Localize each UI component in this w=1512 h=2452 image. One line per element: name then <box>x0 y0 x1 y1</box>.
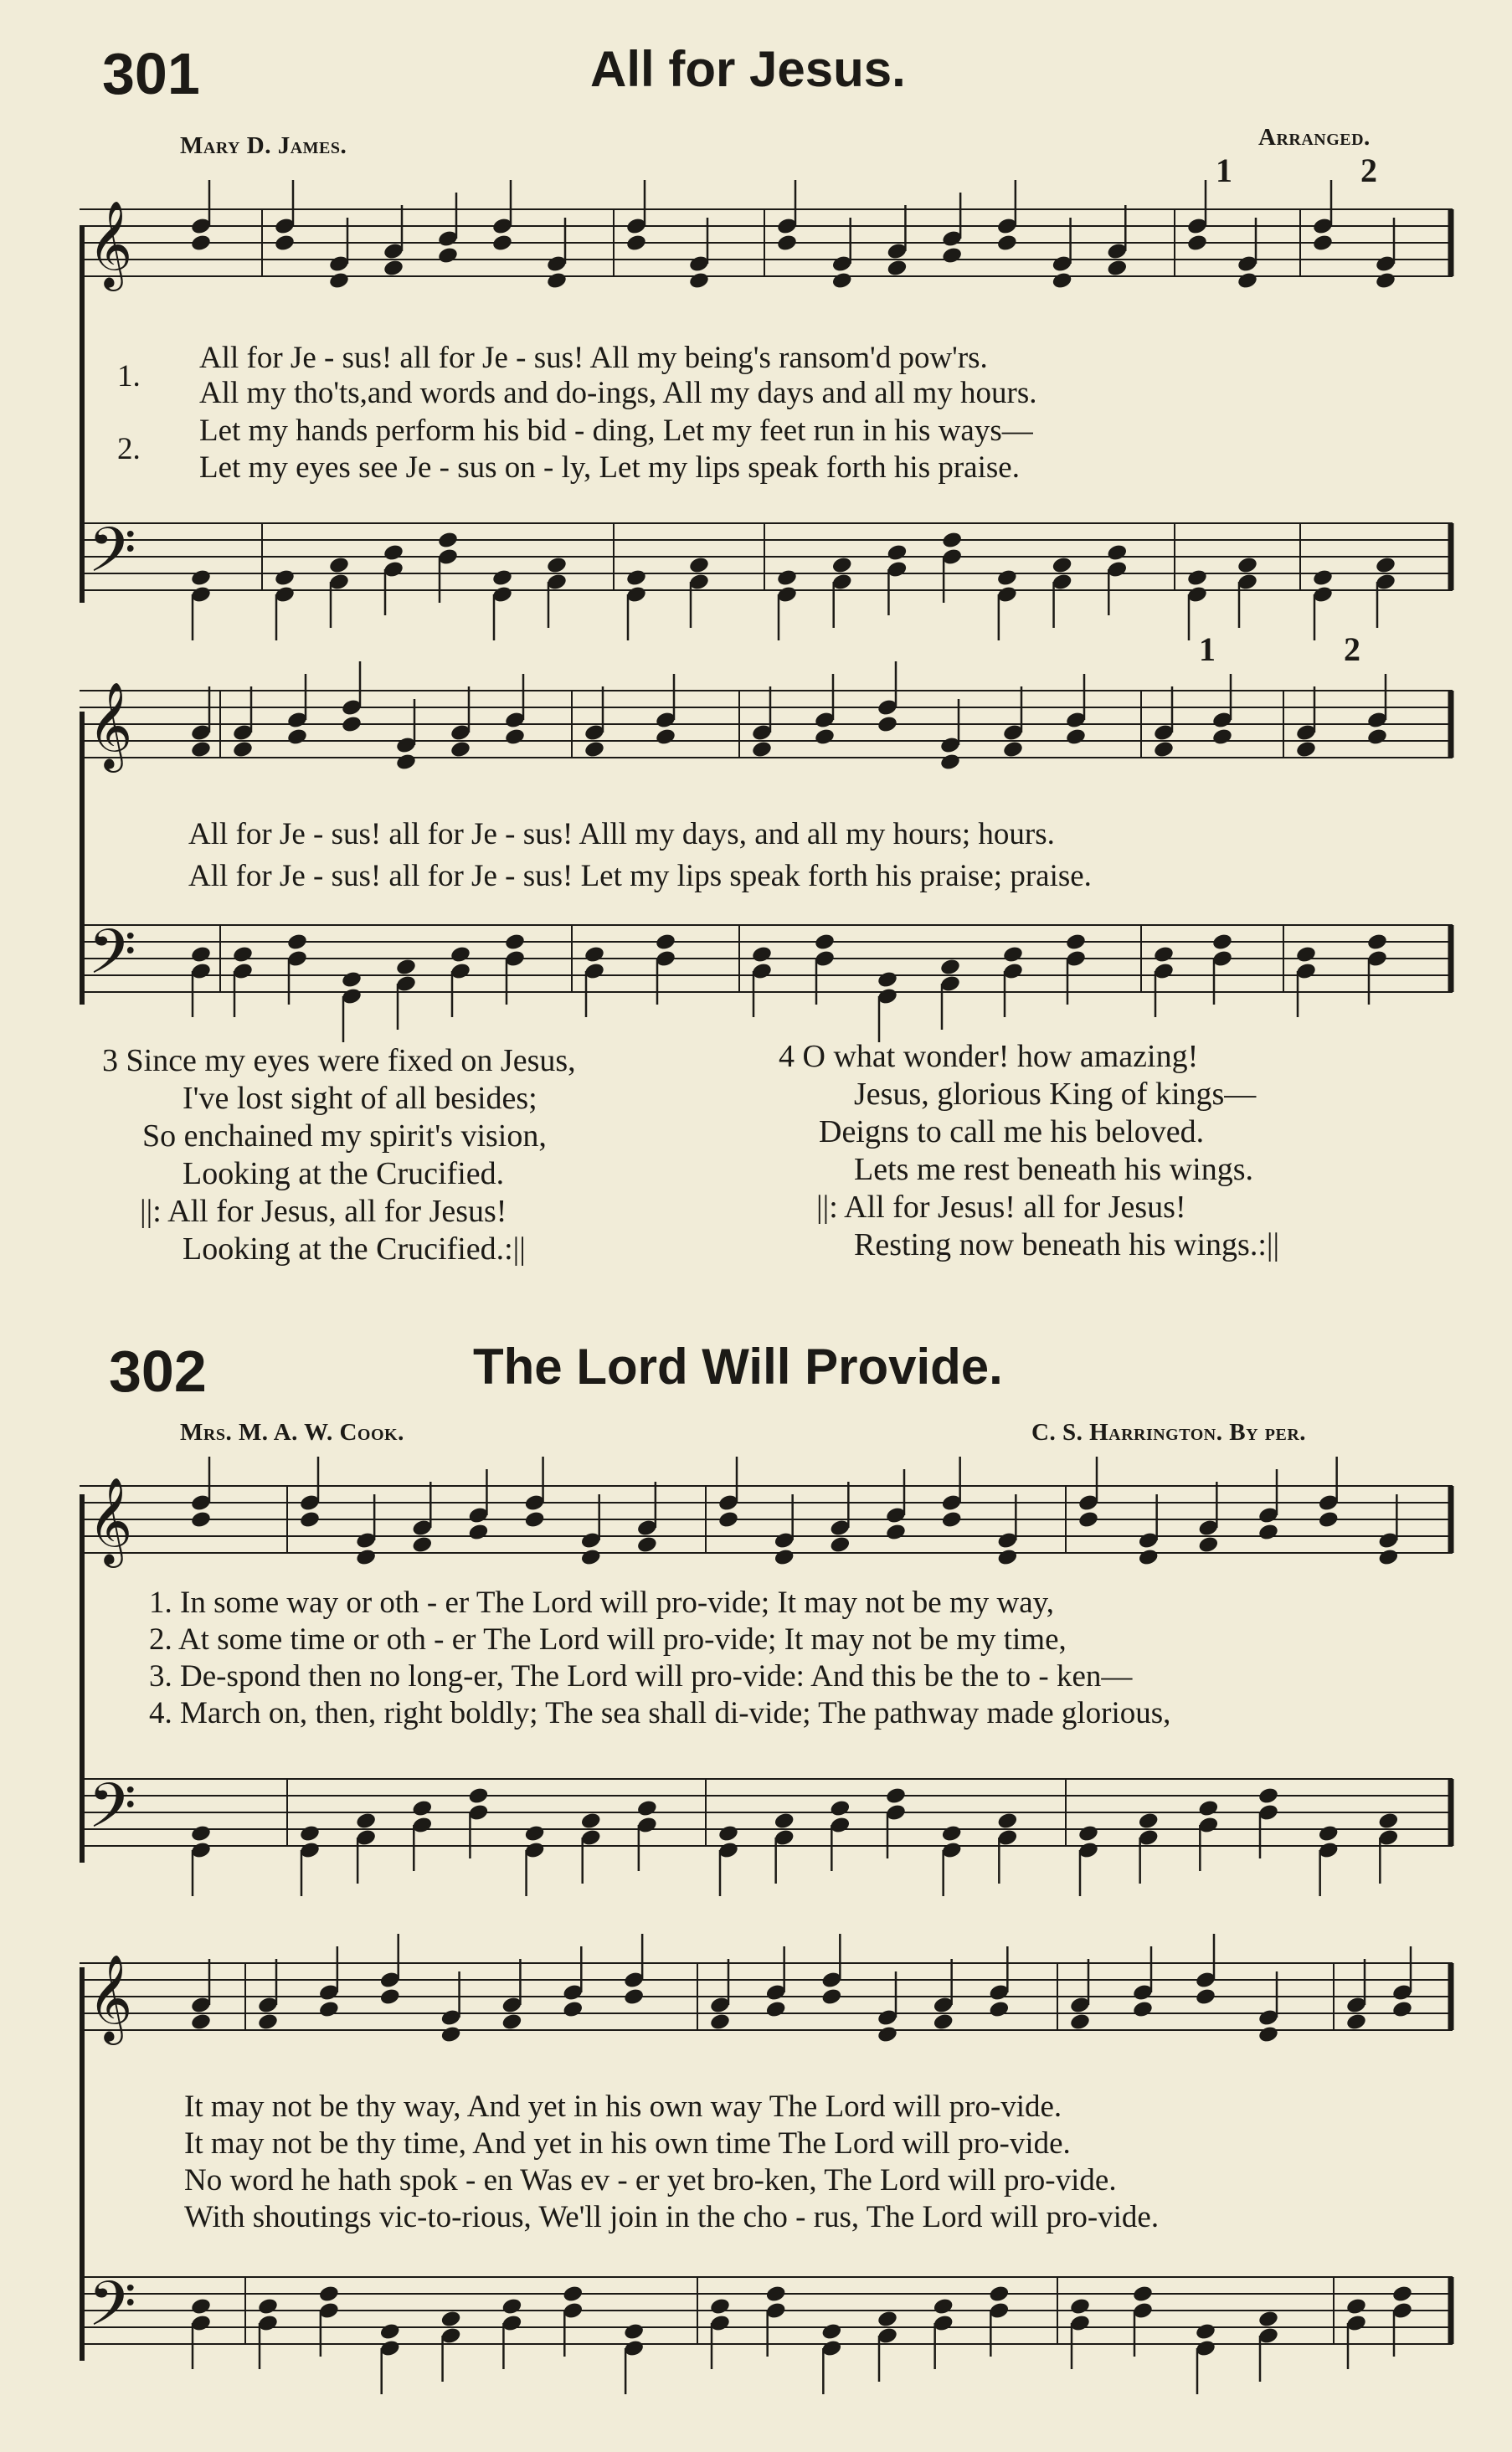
note-head <box>814 933 836 952</box>
note-head <box>877 715 898 734</box>
note-head <box>1257 1786 1279 1806</box>
note-head <box>580 1548 602 1567</box>
hymn-302-system-2-treble-staff <box>80 1955 1453 2064</box>
note-head <box>1002 740 1024 759</box>
note-head <box>655 933 676 952</box>
note-head <box>1211 933 1233 952</box>
lyric-line: It may not be thy way, And yet in his own way The Lord will pro-vide. <box>184 2090 1062 2124</box>
note-head <box>636 1799 658 1818</box>
system-brace <box>80 226 85 603</box>
note-head <box>190 1510 212 1529</box>
note-head <box>584 945 605 964</box>
note-head <box>1197 1799 1219 1818</box>
note-head <box>655 727 676 747</box>
note-head <box>546 271 568 290</box>
hymn-301-system-1-bass-staff <box>80 515 1453 624</box>
note-head <box>467 1523 489 1542</box>
note-head <box>941 1824 963 1843</box>
note-head <box>1197 1535 1219 1555</box>
note-head <box>1257 2025 1279 2044</box>
note-head <box>688 556 710 575</box>
note-head <box>491 234 513 253</box>
note-head <box>1186 234 1208 253</box>
note-head <box>286 727 308 747</box>
lyric-line: 3. De-spond then no long-er, The Lord will pro-vide: And this be the to - ken— <box>149 1659 1133 1694</box>
lyric-line: Let my eyes see Je - sus on - ly, Let my lips speak forth his praise. <box>199 450 1020 485</box>
note-head <box>383 543 404 563</box>
note-head <box>1051 271 1072 290</box>
note-head <box>1077 1510 1099 1529</box>
lyric-line: No word he hath spok - en Was ev - er yet bro-ken, The Lord will pro-vide. <box>184 2163 1117 2198</box>
note-head <box>546 556 568 575</box>
note-head <box>933 2012 954 2032</box>
note-head <box>437 531 459 550</box>
clef-icon: 𝄞 <box>88 200 133 288</box>
lyric-line: All for Je - sus! all for Je - sus! Let my lips speak forth his praise; praise. <box>188 859 1092 893</box>
note-head <box>1186 568 1208 588</box>
stanza-4 <box>779 1038 1279 1264</box>
note-head <box>1132 2000 1154 2019</box>
note-head <box>709 2297 731 2316</box>
note-head <box>885 1786 907 1806</box>
stanza-line: ||: All for Jesus! all for Jesus! <box>816 1190 1186 1225</box>
note-head <box>450 945 471 964</box>
note-head <box>341 715 363 734</box>
hymn-301-author: Mary D. James. <box>180 132 347 159</box>
lyric-line: 1. In some way or oth - er The Lord will pro-vide; It may not be my way, <box>149 1586 1054 1620</box>
note-head <box>1375 556 1396 575</box>
note-head <box>829 1799 851 1818</box>
note-head <box>318 2000 340 2019</box>
note-head <box>437 246 459 265</box>
note-head <box>504 933 526 952</box>
first-ending-mark: 1 <box>1216 152 1232 189</box>
note-head <box>751 740 773 759</box>
clef-icon: 𝄞 <box>88 681 133 769</box>
note-head <box>355 1548 377 1567</box>
note-head <box>1391 2285 1413 2304</box>
note-head <box>411 1535 433 1555</box>
note-head <box>584 740 605 759</box>
note-head <box>885 1523 907 1542</box>
clef-icon: 𝄞 <box>88 1477 133 1565</box>
note-head <box>274 234 296 253</box>
note-head <box>877 2310 898 2329</box>
note-head <box>776 234 798 253</box>
hymn-301-number: 301 <box>102 41 200 106</box>
lyric-line: All for Je - sus! all for Je - sus! All my being's ransom'd pow'rs. <box>199 341 988 375</box>
stanza-line: Resting now beneath his wings.:|| <box>854 1227 1280 1262</box>
lyric-line: All for Je - sus! all for Je - sus! Alll my days, and all my hours; hours. <box>188 817 1055 851</box>
note-head <box>765 2285 787 2304</box>
system-brace <box>80 712 85 1005</box>
note-head <box>1237 556 1258 575</box>
note-head <box>1366 727 1388 747</box>
lyric-line: 4. March on, then, right boldly; The sea shall di-vide; The pathway made glorious, <box>149 1696 1171 1730</box>
note-head <box>257 2012 279 2032</box>
note-head <box>625 568 647 588</box>
system-brace <box>80 1967 85 2361</box>
hymn-301-system-1-treble-staff <box>80 201 1453 310</box>
note-head <box>257 2297 279 2316</box>
note-head <box>274 568 296 588</box>
note-head <box>623 1987 645 2007</box>
note-head <box>933 2297 954 2316</box>
note-head <box>523 1824 545 1843</box>
stanza-line: Looking at the Crucified.:|| <box>183 1231 526 1267</box>
hymn-301-system-2-treble-staff <box>80 682 1453 791</box>
note-head <box>562 2000 584 2019</box>
note-head <box>1069 2297 1091 2316</box>
note-head <box>996 568 1018 588</box>
note-head <box>1106 543 1128 563</box>
note-head <box>709 2012 731 2032</box>
note-head <box>1211 727 1233 747</box>
note-head <box>774 1548 795 1567</box>
note-head <box>1077 1824 1099 1843</box>
note-head <box>1312 234 1334 253</box>
stanza-3 <box>102 1042 576 1268</box>
note-head <box>996 234 1018 253</box>
note-head <box>988 2000 1010 2019</box>
note-head <box>523 1510 545 1529</box>
note-head <box>1345 2297 1367 2316</box>
note-head <box>440 2025 461 2044</box>
note-head <box>1195 1987 1216 2007</box>
note-head <box>1002 945 1024 964</box>
first-ending-mark: 1 <box>1199 630 1216 668</box>
note-head <box>1257 1523 1279 1542</box>
note-head <box>941 246 963 265</box>
clef-icon: 𝄢 <box>88 916 136 1004</box>
note-head <box>1051 556 1072 575</box>
stanza-line: ||: All for Jesus, all for Jesus! <box>140 1194 507 1229</box>
stanza-line: 3 Since my eyes were fixed on Jesus, <box>102 1043 576 1078</box>
note-head <box>491 568 513 588</box>
stanza-line: I've lost sight of all besides; <box>183 1081 537 1116</box>
note-head <box>562 2285 584 2304</box>
note-head <box>1138 1548 1160 1567</box>
hymn-302-system-1-bass-staff <box>80 1771 1453 1879</box>
lyric-line: All my tho'ts,and words and do-ings, All my days and all my hours. <box>199 376 1037 410</box>
note-head <box>831 271 853 290</box>
note-head <box>328 556 350 575</box>
hymn-301-system-2-bass-staff <box>80 917 1453 1026</box>
note-head <box>411 1799 433 1818</box>
note-head <box>501 2012 522 2032</box>
note-head <box>190 1824 212 1843</box>
note-head <box>1237 271 1258 290</box>
note-head <box>636 1535 658 1555</box>
note-head <box>988 2285 1010 2304</box>
note-head <box>941 1510 963 1529</box>
note-head <box>1295 740 1317 759</box>
note-head <box>820 1987 842 2007</box>
hymn-301-title: All for Jesus. <box>590 41 906 97</box>
note-head <box>232 740 254 759</box>
note-head <box>190 568 212 588</box>
note-head <box>299 1510 321 1529</box>
note-head <box>1132 2285 1154 2304</box>
note-head <box>1069 2012 1091 2032</box>
note-head <box>355 1812 377 1831</box>
lyric-line: With shoutings vic-to-rious, We'll join in the cho - rus, The Lord will pro-vide. <box>184 2200 1160 2234</box>
note-head <box>341 970 363 990</box>
note-head <box>440 2310 461 2329</box>
note-head <box>941 531 963 550</box>
stanza-line: Deigns to call me his beloved. <box>819 1114 1205 1149</box>
stanza-line: Lets me rest beneath his wings. <box>854 1152 1254 1187</box>
note-head <box>395 958 417 977</box>
note-head <box>717 1510 739 1529</box>
note-head <box>1391 2000 1413 2019</box>
clef-icon: 𝄢 <box>88 514 136 602</box>
note-head <box>1318 1824 1340 1843</box>
note-head <box>1106 259 1128 278</box>
lyric-line: 2. At some time or oth - er The Lord will pro-vide; It may not be my time, <box>149 1622 1067 1657</box>
note-head <box>1153 740 1175 759</box>
note-head <box>504 727 526 747</box>
note-head <box>190 234 212 253</box>
stanza-line: So enchained my spirit's vision, <box>142 1118 547 1154</box>
note-head <box>886 259 908 278</box>
note-head <box>829 1535 851 1555</box>
second-ending-mark: 2 <box>1344 630 1360 668</box>
note-head <box>877 970 898 990</box>
note-head <box>232 945 254 964</box>
note-head <box>190 945 212 964</box>
stanza-line: Looking at the Crucified. <box>183 1156 505 1191</box>
clef-icon: 𝄞 <box>88 1954 133 2042</box>
verse-number-1: 1. <box>117 359 141 393</box>
note-head <box>1377 1812 1399 1831</box>
note-head <box>1195 2322 1216 2341</box>
note-head <box>996 1548 1018 1567</box>
note-head <box>1366 933 1388 952</box>
note-head <box>1318 1510 1340 1529</box>
hymn-302-number: 302 <box>109 1339 207 1404</box>
note-head <box>939 958 961 977</box>
note-head <box>886 543 908 563</box>
note-head <box>765 2000 787 2019</box>
note-head <box>1377 1548 1399 1567</box>
note-head <box>299 1824 321 1843</box>
note-head <box>1295 945 1317 964</box>
note-head <box>774 1812 795 1831</box>
note-head <box>395 753 417 772</box>
note-head <box>580 1812 602 1831</box>
note-head <box>776 568 798 588</box>
note-head <box>688 271 710 290</box>
note-head <box>190 740 212 759</box>
note-head <box>820 2322 842 2341</box>
note-head <box>1345 2012 1367 2032</box>
note-head <box>190 2012 212 2032</box>
second-ending-mark: 2 <box>1360 152 1377 189</box>
note-head <box>1375 271 1396 290</box>
note-head <box>450 740 471 759</box>
note-head <box>996 1812 1018 1831</box>
hymn-301-arranger: Arranged. <box>1258 124 1371 151</box>
lyric-line: Let my hands perform his bid - ding, Let my feet run in his ways— <box>199 414 1033 448</box>
note-head <box>501 2297 522 2316</box>
note-head <box>190 2297 212 2316</box>
note-head <box>623 2322 645 2341</box>
note-head <box>379 1987 401 2007</box>
note-head <box>1065 933 1087 952</box>
clef-icon: 𝄢 <box>88 1770 136 1858</box>
note-head <box>1065 727 1087 747</box>
note-head <box>1257 2310 1279 2329</box>
note-head <box>939 753 961 772</box>
note-head <box>717 1824 739 1843</box>
note-head <box>1138 1812 1160 1831</box>
note-head <box>383 259 404 278</box>
hymn-302-system-2-bass-staff <box>80 2269 1453 2377</box>
note-head <box>625 234 647 253</box>
stanza-line: Jesus, glorious King of kings— <box>854 1077 1257 1112</box>
note-head <box>877 2025 898 2044</box>
note-head <box>286 933 308 952</box>
note-head <box>831 556 853 575</box>
clef-icon: 𝄢 <box>88 2268 136 2356</box>
note-head <box>1312 568 1334 588</box>
hymn-302-system-1-treble-staff <box>80 1478 1453 1586</box>
note-head <box>751 945 773 964</box>
lyric-line: It may not be thy time, And yet in his own time The Lord will pro-vide. <box>184 2126 1071 2161</box>
note-head <box>318 2285 340 2304</box>
note-head <box>467 1786 489 1806</box>
verse-number-2: 2. <box>117 432 141 466</box>
note-head <box>1153 945 1175 964</box>
stanza-line: 4 O what wonder! how amazing! <box>779 1039 1199 1074</box>
hymn-302-title: The Lord Will Provide. <box>473 1339 1003 1395</box>
hymn-302-composer: C. S. Harrington. By per. <box>1031 1419 1307 1446</box>
note-head <box>379 2322 401 2341</box>
hymn-302-author: Mrs. M. A. W. Cook. <box>180 1419 404 1446</box>
note-head <box>328 271 350 290</box>
system-brace <box>80 1494 85 1863</box>
note-head <box>814 727 836 747</box>
